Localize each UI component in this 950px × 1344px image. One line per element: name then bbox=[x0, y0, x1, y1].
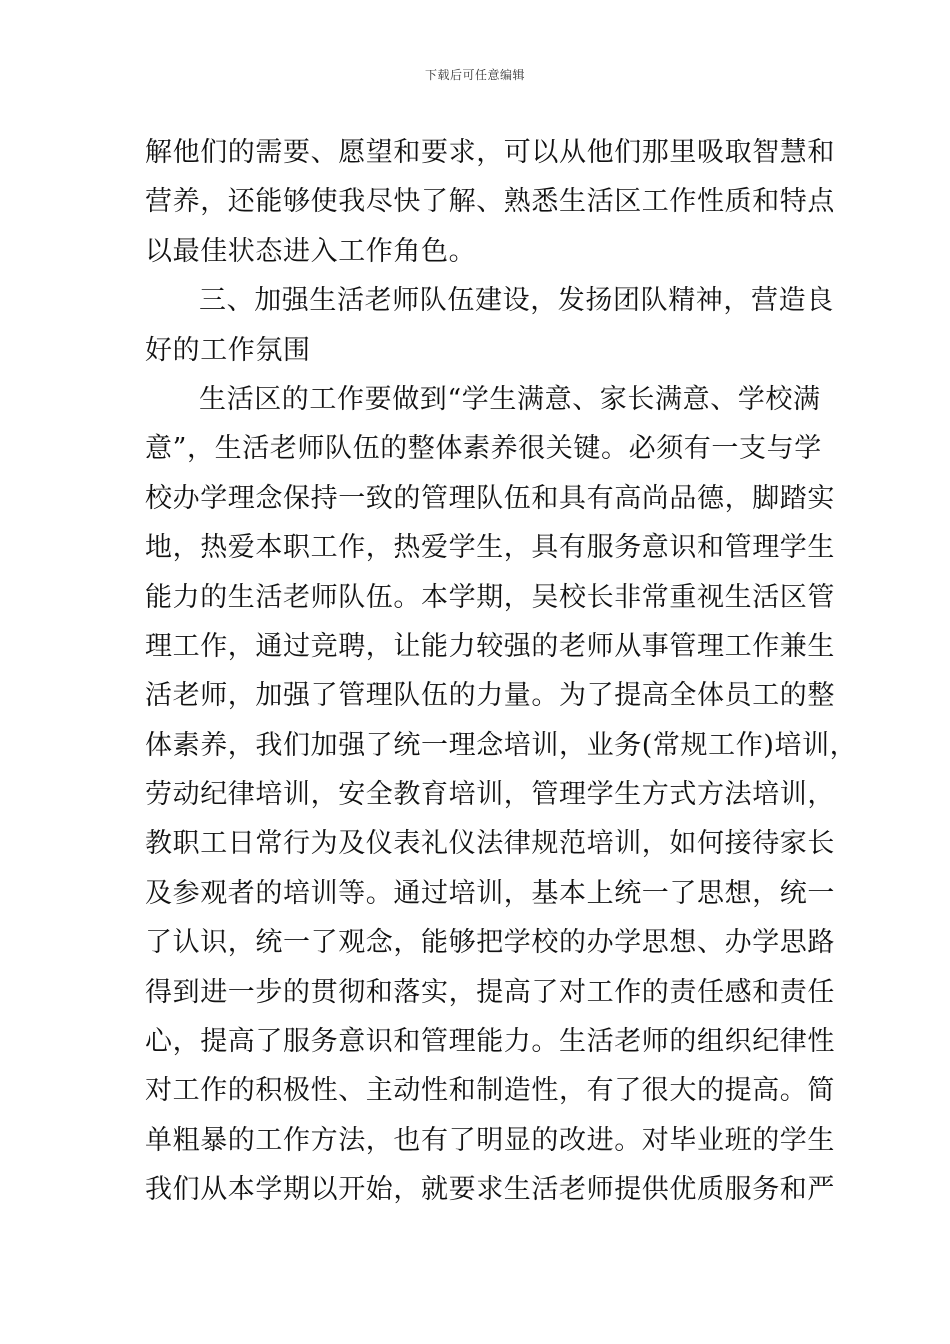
text-line: 解他们的需要、愿望和要求，可以从他们那里吸取智慧和 bbox=[145, 137, 835, 168]
text-line: 及参观者的培训等。通过培训，基本上统一了思想，统一 bbox=[145, 877, 835, 909]
paragraph-first-line: 生活区的工作要做到“学生满意、家长满意、学校满 bbox=[199, 383, 821, 415]
text-line: 我们从本学期以开始，就要求生活老师提供优质服务和严 bbox=[145, 1174, 835, 1206]
text-line: 教职工日常行为及仪表礼仪法律规范培训，如何接待家长 bbox=[145, 828, 835, 860]
text-line: 体素养，我们加强了统一理念培训，业务(常规工作)培训， bbox=[145, 729, 858, 761]
text-line: 营养，还能够使我尽快了解、熟悉生活区工作性质和特点 bbox=[145, 186, 835, 218]
section-heading-line: 三、加强生活老师队伍建设，发扬团队精神，营造良 bbox=[199, 285, 834, 317]
text-line: 对工作的积极性、主动性和制造性，有了很大的提高。简 bbox=[145, 1075, 835, 1107]
text-line: 心，提高了服务意识和管理能力。生活老师的组织纪律性 bbox=[145, 1026, 835, 1058]
text-line: 意”，生活老师队伍的整体素养很关键。必须有一支与学 bbox=[145, 433, 822, 465]
text-line: 单粗暴的工作方法，也有了明显的改进。对毕业班的学生 bbox=[145, 1124, 835, 1156]
text-line: 活老师，加强了管理队伍的力量。为了提高全体员工的整 bbox=[145, 680, 835, 712]
section-heading-line: 好的工作氛围 bbox=[145, 334, 311, 366]
text-line: 能力的生活老师队伍。本学期，吴校长非常重视生活区管 bbox=[145, 581, 835, 613]
text-line: 劳动纪律培训，安全教育培训，管理学生方式方法培训， bbox=[145, 779, 835, 811]
text-line: 理工作，通过竞聘，让能力较强的老师从事管理工作兼生 bbox=[145, 630, 835, 662]
text-line: 校办学理念保持一致的管理队伍和具有高尚品德，脚踏实 bbox=[145, 482, 835, 514]
document-body bbox=[145, 128, 858, 1215]
text-line: 以最佳状态进入工作角色。 bbox=[145, 235, 477, 267]
text-line: 得到进一步的贯彻和落实，提高了对工作的责任感和责任 bbox=[145, 976, 835, 1008]
text-line: 地，热爱本职工作，热爱学生，具有服务意识和管理学生 bbox=[145, 532, 835, 564]
header-note: 下载后可任意编辑 bbox=[424, 68, 525, 82]
text-line: 了认识，统一了观念，能够把学校的办学思想、办学思路 bbox=[145, 927, 835, 959]
